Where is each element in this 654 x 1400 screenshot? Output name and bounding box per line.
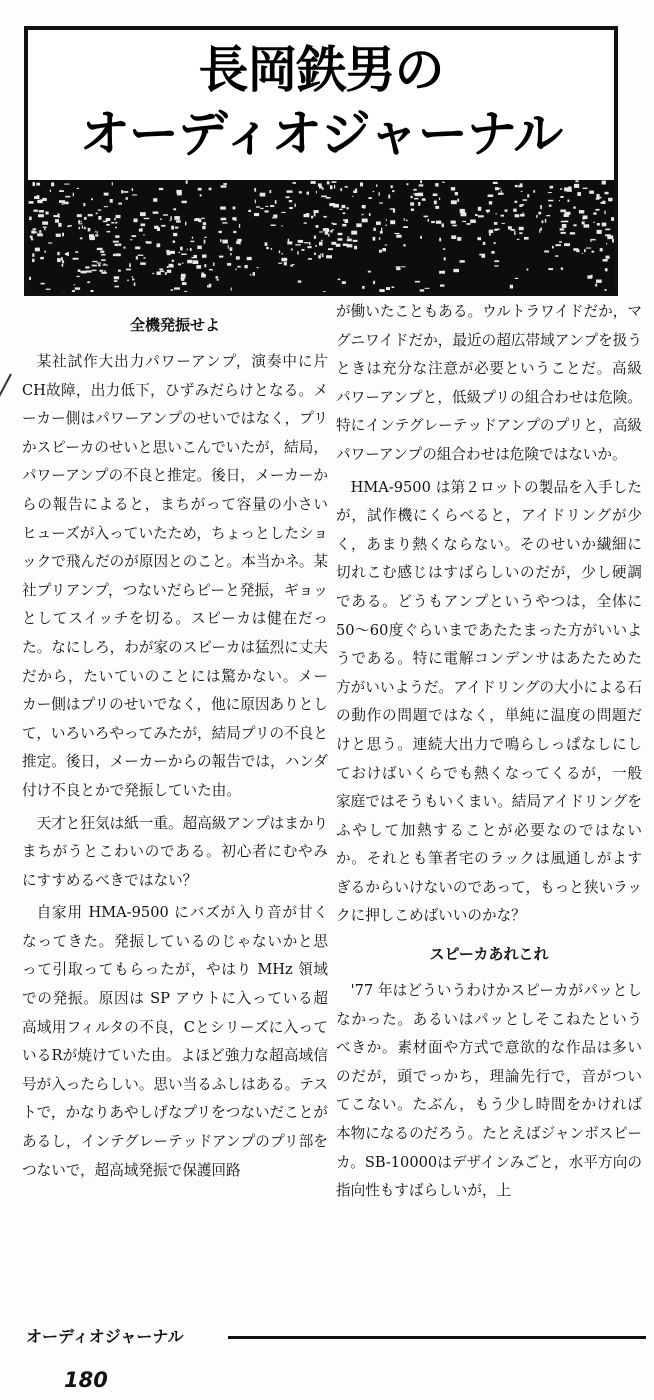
title-line-1: 長岡鉄男の — [198, 41, 444, 99]
paragraph: 自家用 HMA-9500 にバズが入り音が甘くなってきた。発振しているのじゃないかと思って引取ってもらったが，やはり MHz 領域での発振。原因は SP アウトに入っている超高域用フィルタの不良，Cとシリーズに入っているRが焼けていた由。よほど強力な超高域信号が入ったらしい。思い当るふしはある。テストで，かなりあやしげなプリをつないだことがあるし，インテグレーテッドアンプのプリ部をつないで，超高域発振で保護回路 — [22, 904, 328, 1179]
article-header — [24, 26, 618, 296]
paragraph: HMA-9500 は第２ロットの製品を入手したが，試作機にくらべると，アイドリングが少く，あまり熱くならない。そのせいか繊細に切れこむ感じはすばらしいのだが，少し硬調である。どうもアンプというやつは，全体に50～60度ぐらいまであたたまった方がいいようである。特に電解コンデンサはあたためた方がいいようだ。アイドリングの大小による石の動作の問題ではなく，単純に温度の問題だけと思う。連続大出力で鳴らしっぱなしにしておけばいくらでも熱くなってくるが，一般家庭ではそうもいくまい。結局アイドリングをふやして加熱することが必要なのではないか。それとも筆者宅のラックは風通しがよすぎるからいけないのであって，もっと狭いラックに押しこめばいいのかな？ — [336, 478, 642, 925]
paragraph: 某社試作大出力パワーアンプ，演奏中に片CH故障，出力低下，ひずみだらけとなる。メーカー側はパワーアンプのせいではなく，プリかスピーカのせいと思いこんでいたが，結局，パワーアンプの不良と推定。後日，メーカーからの報告によると，まちがって容量の小さいヒューズが入っていたため，ちょっとしたショックで飛んだのが原因とのこと。本当かネ。某社プリアンプ，つないだらピーと発振，ギョッとしてスイッチを切る。スピーカは健在だった。なにしろ，わが家のスピーカは猛烈に丈夫だから，たいていのことには驚かない。メーカー側はプリのせいでなく，他に原因ありとして，いろいろやってみたが，結局プリの不良と推定。後日，メーカーからの報告では，ハンダ付け不良とかで発振していた由。 — [22, 353, 328, 799]
left-column — [22, 312, 328, 1189]
title-line-2: オーディオジャーナル — [79, 105, 563, 163]
section-heading-2: スピーカあれこれ — [429, 945, 549, 964]
page-number: 180 — [64, 1368, 108, 1392]
section-heading-1: 全機発振せよ — [129, 316, 220, 334]
margin-pencil-mark — [0, 374, 12, 405]
header-photo-banner — [28, 180, 614, 296]
footer-label: オーディオジャーナル — [26, 1327, 184, 1346]
footer-rule — [228, 1336, 646, 1339]
paragraph: 天才と狂気は紙一重。超高級アンプはまかりまちがうとこわいのである。初心者にむやみにすすめるべきではない？ — [22, 814, 328, 889]
article-title — [28, 30, 614, 170]
paragraph: が働いたこともある。ウルトラワイドだか，マグニワイドだか，最近の超広帯域アンプを扱うときは充分な注意が必要ということだ。高級パワーアンプと，低級プリの組合わせは危険。特にインテグレーテッドアンプのプリと，高級パワーアンプの組合わせは危険ではないか。 — [336, 303, 642, 463]
paragraph: '77 年はどういうわけかスピーカがパッとしなかった。あるいはパッとしそこねたというべきか。素材面や方式で意欲的な作品は多いのだが，頭でっかち，理論先行で，音がついてこない。たぶん，もう少し時間をかければ本物になるのだろう。たとえばジャンボスピーカ。SB-10000はデザインみごと，水平方向の指向性もすばらしいが，上 — [336, 982, 642, 1200]
right-column — [336, 298, 642, 1210]
